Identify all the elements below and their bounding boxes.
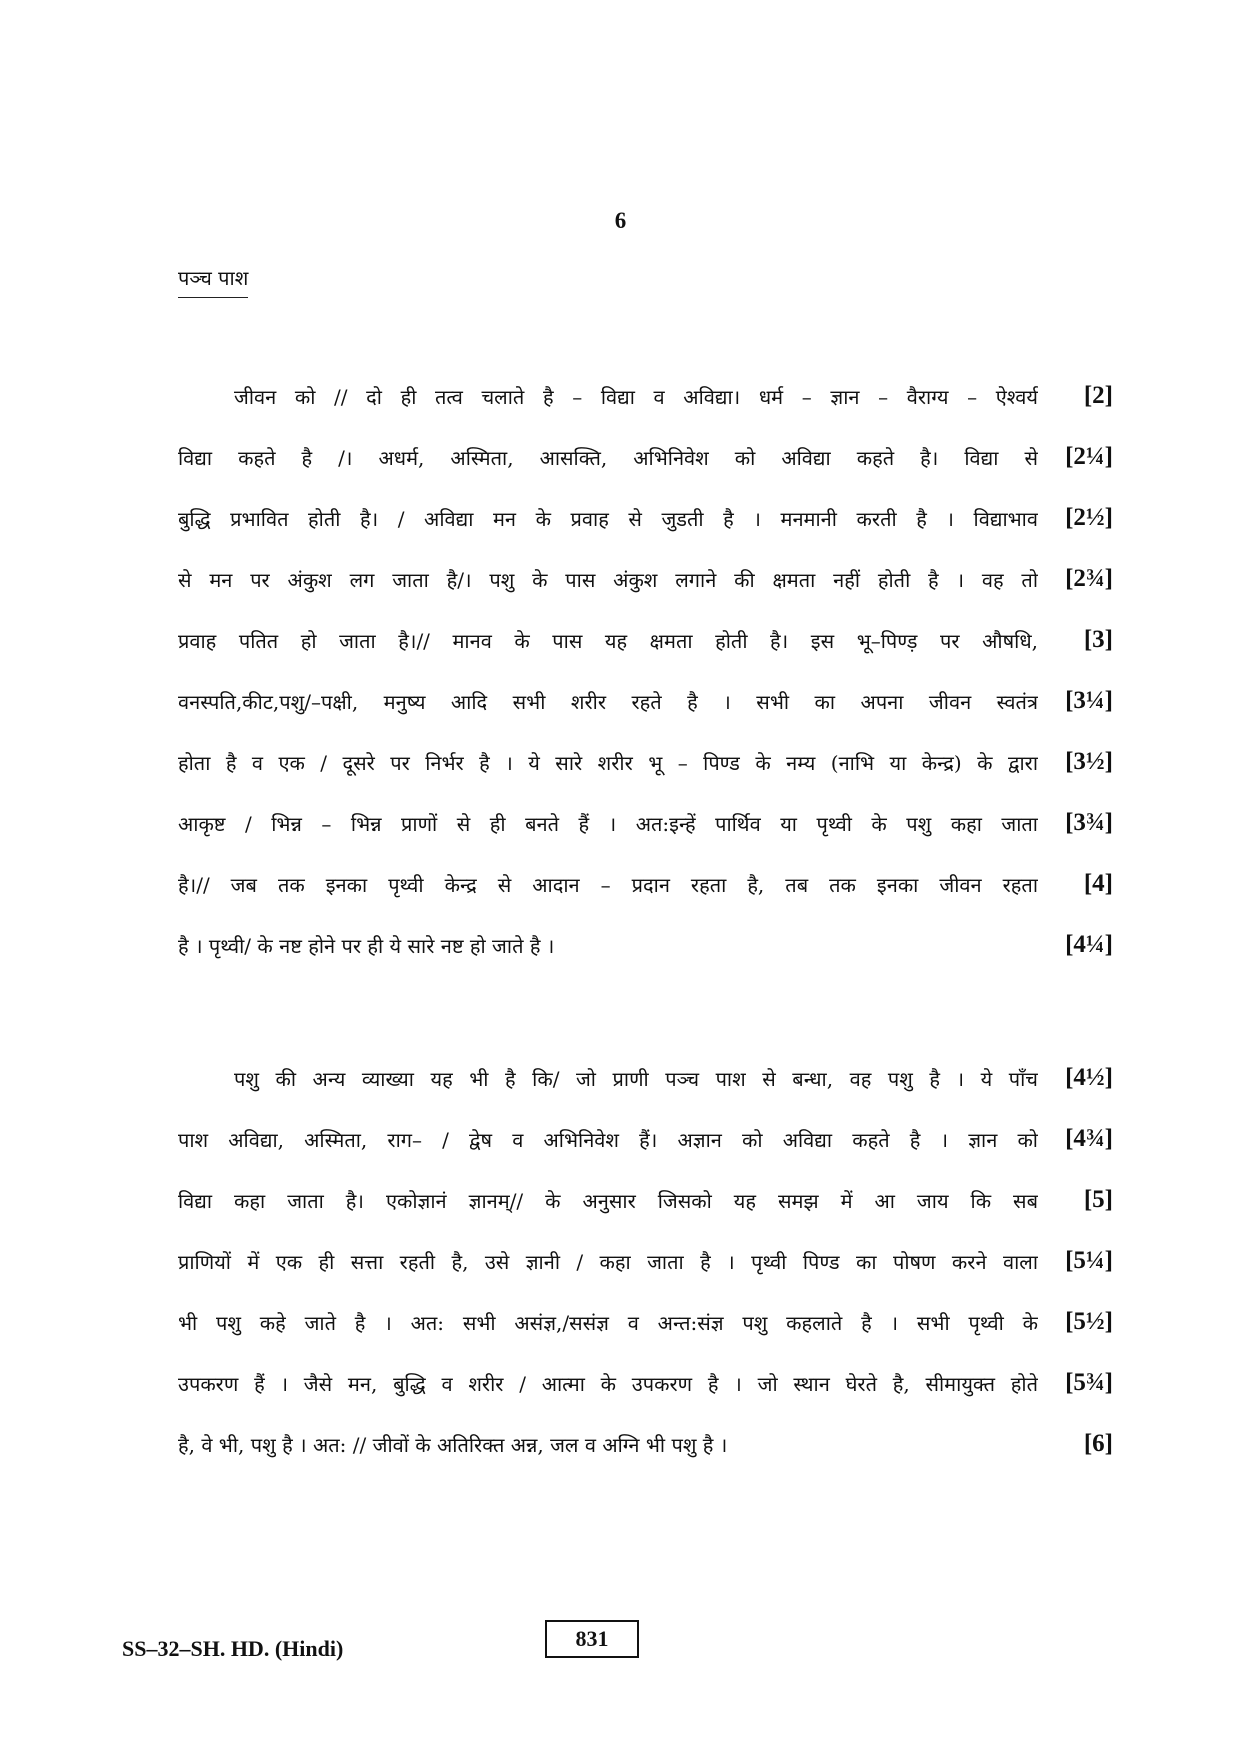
text-line (178, 809, 1113, 870)
marks-label: [6] (1083, 1430, 1113, 1457)
text-line (178, 504, 1113, 565)
line-text: विद्या कहा जाता है। एकोज्ञानं ज्ञानम्// के अनुसार जिसको यह समझ में आ जाय कि सब (178, 1189, 1038, 1213)
text-line (178, 1308, 1113, 1369)
marks-label: [4¼] (1065, 931, 1113, 958)
line-text: है । पृथ्वी/ के नष्ट होने पर ही ये सारे नष्ट हो जाते है । (178, 934, 555, 958)
marks-label: [4¾] (1065, 1125, 1113, 1152)
line-text: प्राणियों में एक ही सत्ता रहती है, उसे ज्ञानी / कहा जाता है । पृथ्वी पिण्ड का पोषण करने वाला (178, 1250, 1038, 1274)
line-text: होता है व एक / दूसरे पर निर्भर है । ये सारे शरीर भू – पिण्ड के नम्य (नाभि या केन्द्र) के द्वारा (178, 751, 1038, 775)
line-text: आकृष्ट / भिन्न – भिन्न प्राणों से ही बनते हैं । अत:इन्हें पार्थिव या पृथ्वी के पशु कहा जाता (178, 812, 1038, 836)
marks-label: [5¾] (1065, 1369, 1113, 1396)
text-line (178, 687, 1113, 748)
line-text: है।// जब तक इनका पृथ्वी केन्द्र से आदान – प्रदान रहता है, तब तक इनका जीवन रहता (178, 873, 1038, 897)
footer-page-number: 831 (545, 1620, 639, 1658)
paragraph-2 (178, 1064, 1113, 1491)
marks-label: [2¾] (1065, 565, 1113, 592)
text-line (178, 1430, 1113, 1491)
text-line (178, 1064, 1113, 1125)
marks-label: [2½] (1065, 504, 1113, 531)
line-text: जीवन को // दो ही तत्व चलाते है – विद्या व अविद्या। धर्म – ज्ञान – वैराग्य – ऐश्वर्य (234, 385, 1038, 409)
page-number: 6 (614, 208, 627, 233)
text-line (178, 1186, 1113, 1247)
line-text: पाश अविद्या, अस्मिता, राग– / द्वेष व अभिनिवेश हैं। अज्ञान को अविद्या कहते है । ज्ञान को (178, 1128, 1038, 1152)
line-text: वनस्पति,कीट,पशु/–पक्षी, मनुष्य आदि सभी शरीर रहते है । सभी का अपना जीवन स्वतंत्र (178, 690, 1038, 714)
text-line (178, 1125, 1113, 1186)
line-text: पशु की अन्य व्याख्या यह भी है कि/ जो प्राणी पञ्च पाश से बन्धा, वह पशु है । ये पाँच (234, 1067, 1038, 1091)
marks-label: [3¾] (1065, 809, 1113, 836)
line-text: बुद्धि प्रभावित होती है। / अविद्या मन के प्रवाह से जुडती है । मनमानी करती है । विद्याभाव (178, 507, 1038, 531)
marks-label: [5½] (1065, 1308, 1113, 1335)
footer-paper-code: SS–32–SH. HD. (Hindi) (122, 1636, 344, 1661)
text-line (178, 870, 1113, 931)
text-line (178, 565, 1113, 626)
section-heading: पञ्च पाश (178, 264, 248, 298)
text-line (178, 382, 1113, 443)
marks-label: [2] (1083, 382, 1113, 409)
text-line (178, 1247, 1113, 1308)
marks-label: [3] (1083, 626, 1113, 653)
text-line (178, 443, 1113, 504)
line-text: भी पशु कहे जाते है । अत: सभी असंज्ञ,/ससंज्ञ व अन्त:संज्ञ पशु कहलाते है । सभी पृथ्वी के (178, 1311, 1038, 1335)
text-line (178, 626, 1113, 687)
marks-label: [5¼] (1065, 1247, 1113, 1274)
line-text: उपकरण हैं । जैसे मन, बुद्धि व शरीर / आत्मा के उपकरण है । जो स्थान घेरते है, सीमायुक्त होते (178, 1372, 1038, 1396)
marks-label: [4] (1083, 870, 1113, 897)
line-text: प्रवाह पतित हो जाता है।// मानव के पास यह क्षमता होती है। इस भू–पिण्ड़ पर औषधि, (178, 629, 1038, 653)
marks-label: [3¼] (1065, 687, 1113, 714)
marks-label: [2¼] (1065, 443, 1113, 470)
text-line (178, 1369, 1113, 1430)
marks-label: [4½] (1065, 1064, 1113, 1091)
line-text: विद्या कहते है /। अधर्म, अस्मिता, आसक्ति, अभिनिवेश को अविद्या कहते है। विद्या से (178, 446, 1038, 470)
paragraph-1 (178, 382, 1113, 992)
marks-label: [5] (1083, 1186, 1113, 1213)
marks-label: [3½] (1065, 748, 1113, 775)
text-line (178, 748, 1113, 809)
line-text: से मन पर अंकुश लग जाता है/। पशु के पास अंकुश लगाने की क्षमता नहीं होती है । वह तो (178, 568, 1038, 592)
text-line (178, 931, 1113, 992)
line-text: है, वे भी, पशु है । अत: // जीवों के अतिरिक्त अन्न, जल व अग्नि भी पशु है । (178, 1433, 728, 1457)
